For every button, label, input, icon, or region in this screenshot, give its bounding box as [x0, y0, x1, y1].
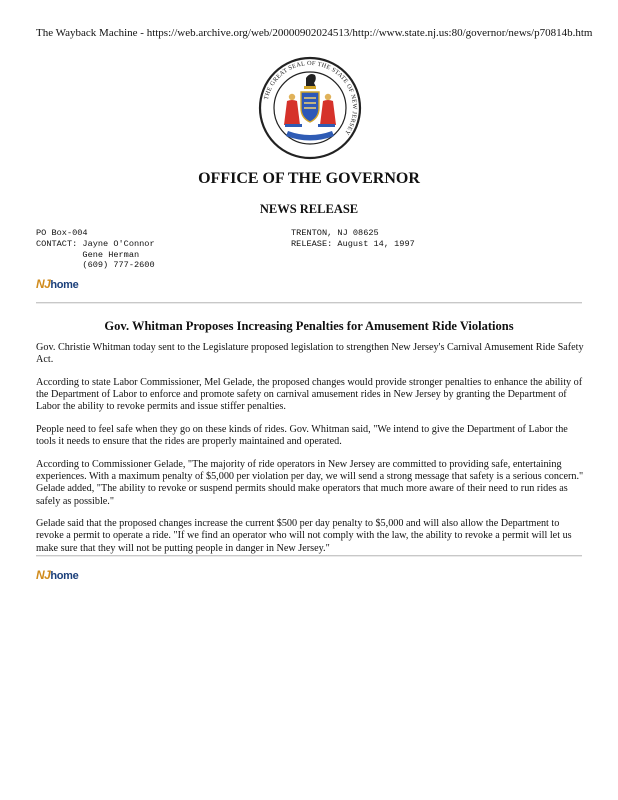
nj-home-link-bottom[interactable] [36, 568, 78, 582]
news-release-title: NEWS RELEASE [259, 202, 359, 216]
great-seal-image [258, 56, 362, 160]
seal-ring-text: THE GREAT SEAL OF THE STATE OF NEW JERSEY [262, 59, 359, 137]
office-title: OFFICE OF THE GOVERNOR [198, 170, 420, 187]
paragraph: Gov. Christie Whitman today sent to the Legislature proposed legislation to strengthen New Jersey's Carnival Amusement Ride Safety Act. [36, 342, 584, 366]
article-body [36, 342, 584, 565]
release-info-block: TRENTON, NJ 08625 RELEASE: August 14, 1997 [291, 228, 415, 249]
paragraph: People need to feel safe when they go on these kinds of rides. Gov. Whitman said, "We intend to give the Department of Labor the tools it needs to ensure that the rides are properly maintained and operated. [36, 424, 568, 448]
contact-block: PO Box-004 CONTACT: Jayne O'Connor Gene Herman (609) 777-2600 [36, 228, 155, 271]
nj-home-logo-nj: NJ [36, 568, 51, 582]
nj-home-logo-home: home [50, 570, 79, 582]
wayback-url-header: The Wayback Machine - https://web.archive.org/web/20000902024513/http://www.state.nj.us:80/governor/news/p70814b.htm [36, 27, 593, 39]
paragraph: According to Commissioner Gelade, "The majority of ride operators in New Jersey are committed to providing safe, entertaining experiences. With a maximum penalty of $5,000 per violation per day, we will send a strong message that safety is a serious concern." Gelade added, "The ability to revoke or suspend permits should make operators that much more aware of their need to run rides as safely as possible." [36, 458, 584, 507]
divider-bottom [36, 555, 582, 557]
nj-home-logo-nj: NJ [36, 277, 51, 291]
nj-home-logo-home: home [50, 279, 79, 291]
paragraph: Gelade said that the proposed changes increase the current $500 per day penalty to $5,000 and will also allow the Department to revoke a permit to operate a ride. "If we find an operator who will not comply with the law, the ability to revoke a permit will let us make sure that they will not be putting people in danger in New Jersey." [36, 518, 572, 554]
nj-home-link[interactable] [36, 277, 78, 291]
divider-top [36, 302, 582, 304]
paragraph: According to state Labor Commissioner, Mel Gelade, the proposed changes would provide stronger penalties to enhance the ability of the Department of Labor to enforce and promote safety on carnival amusement rides in New Jersey by granting the Department of Labor the ability to revoke permits and issue stiffer penalties. [36, 376, 583, 413]
article-headline: Gov. Whitman Proposes Increasing Penalties for Amusement Ride Violations [104, 319, 514, 333]
